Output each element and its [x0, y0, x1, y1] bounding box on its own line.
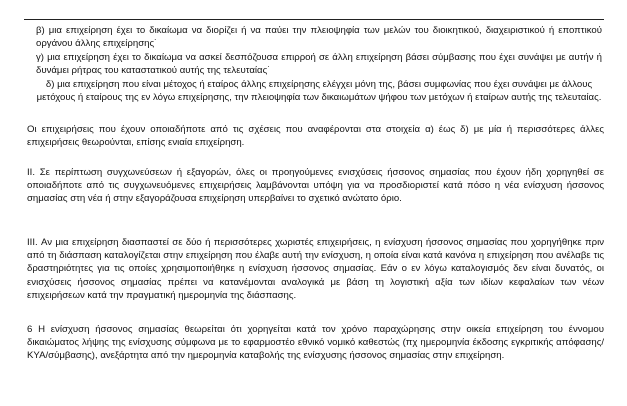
summary-paragraph: Οι επιχειρήσεις που έχουν οποιαδήποτε από τις σχέσεις που αναφέρονται στα στοιχεία α) έως δ) με μία ή περισσότερες άλλες επιχειρήσεις θεωρούνται, επίσης ενιαία επιχείρηση. [27, 124, 604, 149]
footnote-6-paragraph: 6 Η ενίσχυση ήσσονος σημασίας θεωρείται ότι χορηγείται κατά τον χρόνο παραχώρησης στην οικεία επιχείρηση του έννομου δικαιώματος λήψης της ενίσχυσης σύμφωνα με το εφαρμοστέο εθνικό νομικό καθεστώς (πχ ημερομηνία έκδοσης εγκριτικής απόφασης/ΚΥΑ/σύμβασης), ανεξάρτητα από την ημερομηνία καταβολής της ενίσχυσης ήσσονος σημασίας στην επιχείρηση. [27, 324, 604, 362]
section-2-paragraph: II. Σε περίπτωση συγχωνεύσεων ή εξαγορών, όλες οι προηγούμενες ενισχύσεις ήσσονος σημασίας που έχουν ήδη χορηγηθεί σε οποιαδήποτε από τις συγχωνευόμενες επιχειρήσεις λαμβάνονται υπόψη για να προσδιοριστεί κατά πόσο η νέα ενίσχυση ήσσονος σημασίας στη νέα ή στην εξαγοράζουσα επιχείρηση υπερβαίνει το σχετικό ανώτατο όριο. [27, 167, 604, 205]
section-3-paragraph: III. Αν μια επιχείρηση διασπαστεί σε δύο ή περισσότερες χωριστές επιχειρήσεις, η ενίσχυση ήσσονος σημασίας που χορηγήθηκε πριν από τη διάσπαση καταλογίζεται στην επιχείρηση που έλαβε αυτή την ενίσχυση, η οποία είναι κατά κανόνα η επιχείρηση που ανέλαβε τις δραστηριότητες για τις οποίες χρησιμοποιήθηκε η ενίσχυση ήσσονος σημασίας. Εάν ο εν λόγω καταλογισμός δεν είναι δυνατός, οι ενισχύσεις ήσσονος σημασίας πρέπει να κατανέμονται αναλογικά με βάση τη λογιστική αξία των ιδίων κεφαλαίων των νέων επιχειρήσεων κατά την πραγματική ημερομηνία της διάσπασης. [27, 237, 604, 301]
item-b-paragraph: β) μια επιχείρηση έχει το δικαίωμα να διορίζει ή να παύει την πλειοψηφία των μελών του διοικητικού, διαχειριστικού ή εποπτικού οργάνου άλλης επιχείρησης˙ [36, 25, 602, 50]
item-d-paragraph: δ) μια επιχείρηση που είναι μέτοχος ή εταίρος άλλης επιχείρησης ελέγχει μόνη της, βάσει συμφωνίας που έχει συνάψει με άλλους μετόχους ή εταίρους της εν λόγω επιχείρησης, την πλειοψηφία των δικαιωμάτων ψήφου των μετόχων ή εταίρων αυτής της τελευταίας. [36, 79, 602, 104]
item-c-paragraph: γ) μια επιχείρηση έχει το δικαίωμα να ασκεί δεσπόζουσα επιρροή σε άλλη επιχείρηση βάσει σύμβασης που έχει συνάψει με αυτήν ή δυνάμει ρήτρας του καταστατικού αυτής της τελευταίας˙ [36, 52, 602, 77]
top-divider [24, 19, 604, 20]
